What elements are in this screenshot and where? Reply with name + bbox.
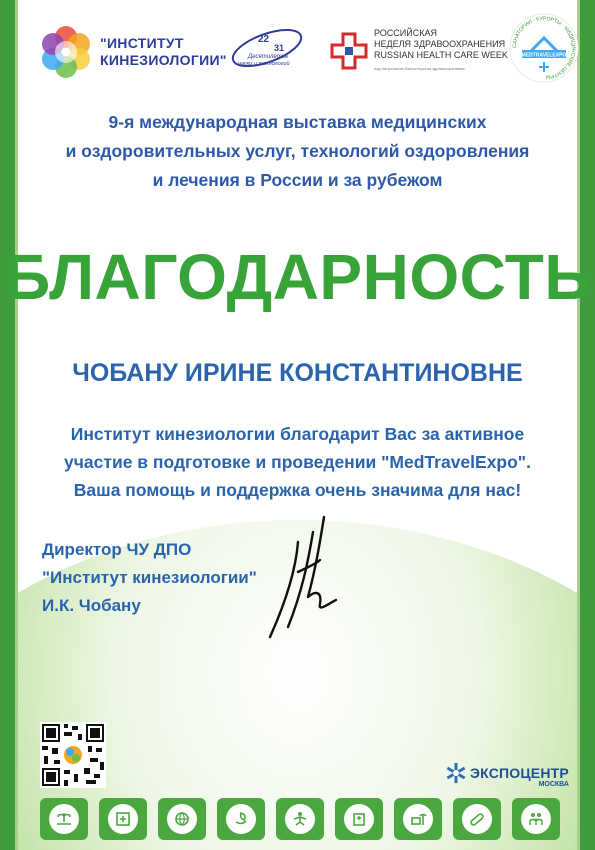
family-icon <box>512 798 560 840</box>
hand-leaf-icon <box>217 798 265 840</box>
signer-line1: Директор ЧУ ДПО <box>42 540 192 559</box>
subtitle-line1: 9-я международная выставка медицинских <box>108 112 487 132</box>
subtitle-line3: и лечения в России и за рубежом <box>152 170 443 190</box>
medtravelexpo-logo <box>508 12 580 84</box>
rhw-line3: RUSSIAN HEALTH CARE WEEK <box>374 50 508 60</box>
certificate-title: БЛАГОДАРНОСТЬ <box>4 241 591 313</box>
decade-of-science-logo <box>228 24 306 72</box>
decade-line1: Десятилетие <box>248 54 289 60</box>
signer-line2: "Институт кинезиологии" <box>42 568 257 587</box>
rhw-small-text: под патронатом Министерства здравоохранения <box>374 66 465 71</box>
flower-logo-icon <box>40 26 92 78</box>
handwritten-signature <box>258 512 348 647</box>
expocentre-city: МОСКВА <box>538 781 569 788</box>
qr-code <box>40 722 106 788</box>
rhw-line2: НЕДЕЛЯ ЗДРАВООХРАНЕНИЯ <box>374 39 506 49</box>
beach-bag-icon <box>394 798 442 840</box>
institute-logo-line1: "ИНСТИТУТ <box>100 35 184 51</box>
left-light-border <box>15 0 18 850</box>
message-line1: Институт кинезиологии благодарит Вас за активное <box>70 424 525 444</box>
hands-plant-icon <box>40 798 88 840</box>
expocentre-star-icon <box>445 762 467 784</box>
decade-number-a: 22 <box>258 34 270 45</box>
institute-kinesiology-logo <box>40 22 227 82</box>
expocentre-logo <box>445 762 569 788</box>
recipient-name: ЧОБАНУ ИРИНЕ КОНСТАНТИНОВНЕ <box>72 359 523 387</box>
message-line3: Ваша помощь и поддержка очень значима для нас! <box>73 480 522 500</box>
exhibition-subtitle <box>40 108 555 195</box>
right-green-border <box>580 0 595 850</box>
pill-capsule-icon <box>453 798 501 840</box>
decade-number-b: 31 <box>274 43 285 53</box>
hospital-building-icon <box>335 798 383 840</box>
institute-logo-line2: КИНЕЗИОЛОГИИ" <box>100 52 227 68</box>
signer-block <box>42 536 257 620</box>
medtravel-center-text: MEDTRAVELEXPO <box>521 52 567 59</box>
russian-health-care-week-logo <box>330 28 508 74</box>
service-icons-row <box>40 798 560 840</box>
decade-line2: науки и технологий <box>238 61 290 67</box>
expocentre-name: ЭКСПОЦЕНТР <box>470 765 569 781</box>
right-light-border <box>577 0 580 850</box>
medical-cross-icon <box>330 32 368 70</box>
yoga-person-icon <box>276 798 324 840</box>
gratitude-message <box>30 420 565 504</box>
subtitle-line2: и оздоровительных услуг, технологий оздоровления <box>65 141 530 161</box>
medical-document-icon <box>99 798 147 840</box>
medtravel-ring-text: САНАТОРИИ · КУРОРТЫ · МЕДИЦИНСКИЕ ЦЕНТРЫ <box>511 15 577 81</box>
left-green-border <box>0 0 15 850</box>
rhw-line1: РОССИЙСКАЯ <box>374 28 437 38</box>
message-line2: участие в подготовке и проведении "MedTravelExpo". <box>64 452 531 472</box>
signer-line3: И.К. Чобану <box>42 596 141 615</box>
globe-pin-icon <box>158 798 206 840</box>
